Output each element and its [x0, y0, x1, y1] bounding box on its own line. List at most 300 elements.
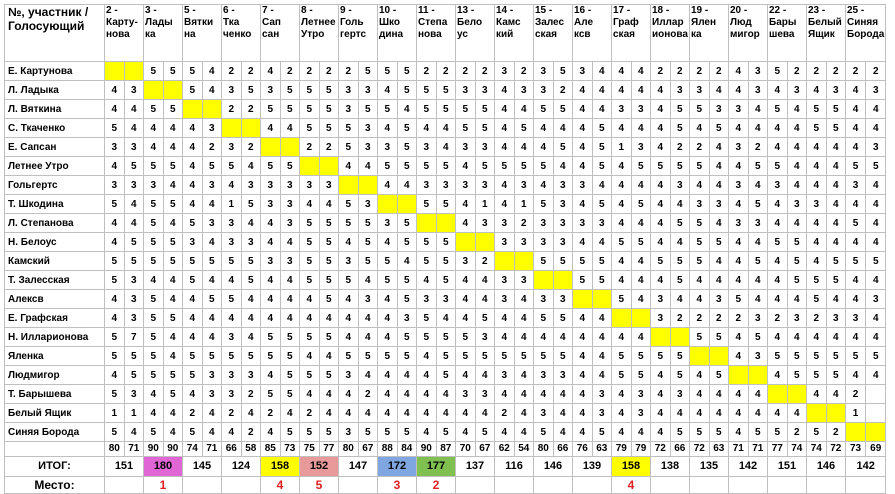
score-cell: 4	[514, 309, 534, 328]
subtotal-cell: 90	[144, 442, 164, 457]
score-cell: 4	[319, 385, 339, 404]
places-row	[5, 477, 886, 494]
score-cell: 5	[748, 195, 768, 214]
score-cell: 3	[124, 385, 144, 404]
score-cell: 5	[866, 157, 886, 176]
score-cell: 5	[787, 271, 807, 290]
subtotal-cell: 80	[534, 442, 554, 457]
score-cell: 3	[631, 138, 651, 157]
self-vote-cell	[105, 62, 125, 81]
subtotal-cell: 63	[709, 442, 729, 457]
score-cell: 4	[768, 290, 788, 309]
score-cell: 5	[261, 385, 281, 404]
score-cell: 4	[631, 328, 651, 347]
score-cell: 5	[300, 214, 320, 233]
score-cell: 5	[261, 328, 281, 347]
score-cell: 5	[436, 81, 456, 100]
score-cell: 4	[475, 271, 495, 290]
score-cell: 4	[807, 328, 827, 347]
column-name: Бело ус	[457, 17, 483, 40]
score-cell: 4	[300, 290, 320, 309]
score-cell: 3	[222, 385, 242, 404]
score-cell: 5	[280, 385, 300, 404]
score-cell: 2	[866, 62, 886, 81]
score-cell: 4	[826, 176, 846, 195]
score-cell: 4	[183, 385, 203, 404]
score-cell: 5	[280, 347, 300, 366]
score-cell: 4	[709, 157, 729, 176]
score-cell: 3	[105, 138, 125, 157]
voter-name: Т. Шкодина	[5, 195, 105, 214]
score-cell: 4	[241, 157, 261, 176]
score-cell: 5	[651, 347, 671, 366]
score-cell: 3	[202, 366, 222, 385]
score-cell: 4	[300, 195, 320, 214]
score-cell: 4	[709, 138, 729, 157]
score-cell: 3	[514, 233, 534, 252]
score-cell: 4	[690, 290, 710, 309]
score-cell: 4	[651, 138, 671, 157]
score-cell: 4	[866, 309, 886, 328]
score-cell: 3	[397, 309, 417, 328]
subtotal-cell: 90	[417, 442, 437, 457]
score-cell: 3	[280, 195, 300, 214]
self-vote-cell	[573, 290, 593, 309]
score-cell: 5	[358, 62, 378, 81]
score-cell: 4	[553, 423, 573, 442]
score-cell: 2	[241, 385, 261, 404]
subtotal-cell: 66	[222, 442, 242, 457]
score-cell: 4	[183, 309, 203, 328]
score-cell: 4	[163, 271, 183, 290]
score-cell: 4	[807, 157, 827, 176]
score-cell: 4	[202, 271, 222, 290]
score-cell: 4	[222, 309, 242, 328]
score-cell: 4	[768, 252, 788, 271]
self-vote-cell	[826, 404, 846, 423]
score-cell: 5	[709, 119, 729, 138]
table-row	[5, 309, 886, 328]
column-number: 17 -	[613, 5, 631, 16]
self-vote-cell	[280, 138, 300, 157]
score-cell: 5	[670, 271, 690, 290]
score-cell: 4	[573, 366, 593, 385]
score-cell: 5	[631, 195, 651, 214]
self-vote-cell	[183, 100, 203, 119]
score-cell: 5	[222, 347, 242, 366]
score-cell: 5	[163, 385, 183, 404]
score-cell: 4	[105, 81, 125, 100]
score-cell: 4	[124, 100, 144, 119]
column-header	[183, 5, 222, 62]
score-cell: 3	[709, 100, 729, 119]
score-cell: 5	[300, 423, 320, 442]
self-vote-cell	[300, 157, 320, 176]
score-cell: 4	[456, 366, 476, 385]
column-name: Граф ская	[613, 17, 639, 40]
score-cell: 4	[573, 138, 593, 157]
score-cell: 5	[124, 157, 144, 176]
score-cell: 4	[261, 366, 281, 385]
column-number: 19 -	[691, 5, 709, 16]
column-header	[729, 5, 768, 62]
score-cell: 3	[300, 176, 320, 195]
column-header	[651, 5, 690, 62]
score-cell: 4	[222, 271, 242, 290]
score-cell: 5	[534, 309, 554, 328]
score-cell: 3	[631, 385, 651, 404]
self-vote-cell	[514, 252, 534, 271]
column-header	[300, 5, 339, 62]
score-cell: 4	[612, 404, 632, 423]
self-vote-cell	[241, 119, 261, 138]
score-cell: 4	[573, 309, 593, 328]
place-cell	[495, 477, 534, 494]
table-row	[5, 214, 886, 233]
score-cell: 4	[787, 290, 807, 309]
score-cell: 4	[280, 233, 300, 252]
score-cell: 4	[807, 385, 827, 404]
voter-name: Л. Степанова	[5, 214, 105, 233]
score-cell: 4	[378, 290, 398, 309]
score-cell: 3	[378, 138, 398, 157]
score-cell: 5	[261, 157, 281, 176]
place-cell	[222, 477, 261, 494]
score-cell: 4	[261, 423, 281, 442]
voter-name: Е. Графская	[5, 309, 105, 328]
score-cell: 4	[631, 119, 651, 138]
score-cell: 5	[846, 252, 866, 271]
score-cell: 2	[807, 309, 827, 328]
score-cell: 5	[144, 195, 164, 214]
score-cell: 4	[319, 309, 339, 328]
score-cell: 3	[846, 176, 866, 195]
column-header	[222, 5, 261, 62]
score-cell: 5	[495, 157, 515, 176]
score-cell: 5	[202, 290, 222, 309]
column-name: Голь гертс	[340, 17, 367, 40]
score-cell: 4	[183, 290, 203, 309]
score-cell	[866, 385, 886, 404]
score-cell: 3	[456, 138, 476, 157]
score-cell: 3	[436, 290, 456, 309]
score-cell: 1	[612, 138, 632, 157]
score-cell: 3	[339, 366, 359, 385]
score-cell: 5	[202, 157, 222, 176]
score-cell: 4	[748, 290, 768, 309]
score-cell: 4	[612, 195, 632, 214]
score-cell: 7	[124, 328, 144, 347]
totals-row	[5, 457, 886, 477]
score-cell: 3	[456, 385, 476, 404]
voter-name: Людмигор	[5, 366, 105, 385]
score-cell: 4	[651, 366, 671, 385]
score-cell: 5	[592, 157, 612, 176]
score-cell: 5	[124, 347, 144, 366]
subtotal-cell: 69	[866, 442, 886, 457]
score-cell: 4	[709, 271, 729, 290]
score-cell: 3	[183, 233, 203, 252]
subtotal-cell: 71	[202, 442, 222, 457]
score-cell: 4	[768, 195, 788, 214]
score-cell: 4	[378, 404, 398, 423]
score-cell: 4	[846, 138, 866, 157]
score-cell: 5	[748, 252, 768, 271]
score-cell: 3	[280, 214, 300, 233]
score-cell: 3	[280, 252, 300, 271]
score-cell: 4	[729, 328, 749, 347]
score-cell: 4	[514, 138, 534, 157]
score-cell: 5	[534, 100, 554, 119]
score-cell: 3	[651, 309, 671, 328]
self-vote-cell	[807, 404, 827, 423]
score-cell: 5	[144, 157, 164, 176]
column-number: 18 -	[652, 5, 670, 16]
score-cell: 4	[631, 62, 651, 81]
score-cell: 5	[241, 81, 261, 100]
score-cell: 4	[573, 81, 593, 100]
score-cell: 4	[612, 214, 632, 233]
score-cell: 4	[475, 366, 495, 385]
score-cell: 4	[163, 138, 183, 157]
score-cell: 5	[124, 366, 144, 385]
score-cell: 3	[222, 366, 242, 385]
score-cell: 3	[105, 176, 125, 195]
score-cell: 2	[787, 62, 807, 81]
score-cell: 4	[787, 214, 807, 233]
score-cell: 5	[592, 119, 612, 138]
score-cell: 3	[495, 214, 515, 233]
totals-label: ИТОГ:	[5, 457, 105, 477]
score-cell: 4	[495, 328, 515, 347]
score-cell: 4	[553, 119, 573, 138]
score-cell: 2	[651, 62, 671, 81]
total-cell: 152	[300, 457, 339, 477]
score-cell: 4	[358, 328, 378, 347]
column-name: Ялен ка	[691, 17, 717, 40]
score-cell: 4	[183, 328, 203, 347]
self-vote-cell	[768, 385, 788, 404]
score-cell: 3	[690, 195, 710, 214]
score-cell: 5	[105, 271, 125, 290]
table-row	[5, 119, 886, 138]
column-number: 2 -	[106, 5, 118, 16]
score-cell: 4	[612, 423, 632, 442]
score-cell: 5	[319, 423, 339, 442]
subtotal-cell: 71	[729, 442, 749, 457]
score-cell: 5	[378, 271, 398, 290]
score-cell: 4	[144, 138, 164, 157]
score-cell: 4	[358, 404, 378, 423]
table-row	[5, 195, 886, 214]
score-cell: 4	[397, 252, 417, 271]
voter-name: Н. Белоус	[5, 233, 105, 252]
total-cell: 180	[144, 457, 183, 477]
score-cell: 4	[144, 404, 164, 423]
score-cell: 5	[397, 423, 417, 442]
score-cell: 5	[807, 100, 827, 119]
score-cell: 4	[787, 176, 807, 195]
score-cell: 5	[378, 157, 398, 176]
total-cell: 145	[183, 457, 222, 477]
score-cell: 5	[709, 423, 729, 442]
self-vote-cell	[729, 366, 749, 385]
score-cell: 3	[495, 62, 515, 81]
score-cell: 2	[475, 62, 495, 81]
score-cell: 4	[163, 176, 183, 195]
score-cell: 5	[475, 309, 495, 328]
column-name: Але ксв	[574, 17, 594, 40]
score-cell: 5	[670, 366, 690, 385]
column-number: 10 -	[379, 5, 397, 16]
score-cell: 5	[163, 100, 183, 119]
score-cell: 4	[144, 271, 164, 290]
score-cell: 5	[670, 423, 690, 442]
score-cell: 5	[729, 290, 749, 309]
score-cell: 5	[358, 100, 378, 119]
score-cell: 2	[846, 62, 866, 81]
score-cell: 3	[534, 214, 554, 233]
score-cell: 4	[729, 195, 749, 214]
subtotal-cell: 66	[670, 442, 690, 457]
score-cell: 3	[768, 176, 788, 195]
score-cell: 5	[183, 81, 203, 100]
score-cell: 5	[241, 195, 261, 214]
score-cell: 4	[495, 176, 515, 195]
score-cell: 2	[319, 62, 339, 81]
table-row	[5, 290, 886, 309]
score-cell: 2	[241, 62, 261, 81]
score-cell: 4	[378, 119, 398, 138]
score-cell: 5	[436, 366, 456, 385]
score-cell: 3	[475, 214, 495, 233]
score-cell: 2	[748, 138, 768, 157]
score-cell: 5	[748, 423, 768, 442]
score-cell: 4	[241, 290, 261, 309]
score-cell: 4	[261, 62, 281, 81]
place-cell: 4	[261, 477, 300, 494]
score-cell: 4	[651, 385, 671, 404]
score-cell: 3	[202, 385, 222, 404]
score-cell: 4	[124, 423, 144, 442]
score-cell: 4	[397, 366, 417, 385]
score-cell: 4	[670, 404, 690, 423]
column-number: 11 -	[418, 5, 435, 16]
score-cell: 4	[690, 271, 710, 290]
score-cell: 3	[222, 328, 242, 347]
score-cell: 4	[514, 328, 534, 347]
score-cell: 5	[534, 423, 554, 442]
score-cell: 3	[202, 176, 222, 195]
score-cell: 5	[339, 195, 359, 214]
score-cell: 4	[651, 81, 671, 100]
score-cell: 4	[378, 81, 398, 100]
score-cell: 5	[319, 328, 339, 347]
score-cell: 3	[475, 81, 495, 100]
column-name: Залес ская	[535, 17, 565, 40]
score-cell: 4	[495, 100, 515, 119]
self-vote-cell	[709, 347, 729, 366]
score-cell: 3	[826, 81, 846, 100]
voter-name: Л. Ладыка	[5, 81, 105, 100]
score-cell: 5	[417, 195, 437, 214]
score-cell: 3	[631, 404, 651, 423]
score-cell: 5	[573, 271, 593, 290]
score-cell: 5	[866, 252, 886, 271]
score-cell	[866, 404, 886, 423]
score-cell: 3	[709, 290, 729, 309]
score-cell: 5	[592, 423, 612, 442]
voter-name: Н. Илларионова	[5, 328, 105, 347]
score-cell: 2	[300, 138, 320, 157]
score-cell: 3	[748, 81, 768, 100]
subtotal-cell: 79	[612, 442, 632, 457]
score-cell: 4	[573, 347, 593, 366]
score-cell: 5	[300, 81, 320, 100]
self-vote-cell	[436, 214, 456, 233]
score-cell: 5	[514, 119, 534, 138]
score-cell: 5	[768, 233, 788, 252]
self-vote-cell	[592, 290, 612, 309]
table-row	[5, 100, 886, 119]
score-cell: 2	[475, 252, 495, 271]
total-cell: 146	[807, 457, 846, 477]
score-cell: 2	[280, 62, 300, 81]
score-cell: 4	[417, 404, 437, 423]
score-cell: 4	[612, 271, 632, 290]
score-cell: 3	[670, 81, 690, 100]
score-cell: 3	[358, 138, 378, 157]
score-cell: 3	[534, 366, 554, 385]
score-cell: 5	[319, 214, 339, 233]
score-cell: 4	[729, 233, 749, 252]
score-cell: 5	[105, 119, 125, 138]
score-cell: 4	[592, 62, 612, 81]
subtotal-cell: 72	[826, 442, 846, 457]
score-cell: 3	[475, 328, 495, 347]
subtotal-cell: 73	[846, 442, 866, 457]
subtotal-cell: 87	[436, 442, 456, 457]
score-cell: 5	[358, 214, 378, 233]
score-cell: 5	[222, 157, 242, 176]
score-cell: 4	[339, 290, 359, 309]
column-name: Вятки на	[184, 17, 214, 40]
column-name: Сап сан	[262, 17, 281, 40]
self-vote-cell	[222, 119, 242, 138]
score-cell: 4	[826, 290, 846, 309]
score-cell: 2	[241, 138, 261, 157]
score-cell: 3	[651, 290, 671, 309]
corner-label: №, участник / Голосующий	[5, 5, 105, 62]
score-cell: 4	[241, 404, 261, 423]
score-cell: 3	[534, 290, 554, 309]
score-cell: 2	[495, 404, 515, 423]
score-cell: 4	[378, 233, 398, 252]
score-cell: 3	[709, 195, 729, 214]
score-cell: 5	[592, 271, 612, 290]
column-name: Иллар ионова	[652, 17, 688, 40]
self-vote-cell	[534, 271, 554, 290]
subtotal-cell: 66	[553, 442, 573, 457]
score-cell: 3	[124, 176, 144, 195]
score-cell: 5	[709, 233, 729, 252]
score-cell: 5	[826, 119, 846, 138]
total-cell: 138	[651, 457, 690, 477]
column-header	[144, 5, 183, 62]
score-cell: 1	[514, 195, 534, 214]
score-cell: 4	[573, 328, 593, 347]
score-cell: 5	[592, 138, 612, 157]
